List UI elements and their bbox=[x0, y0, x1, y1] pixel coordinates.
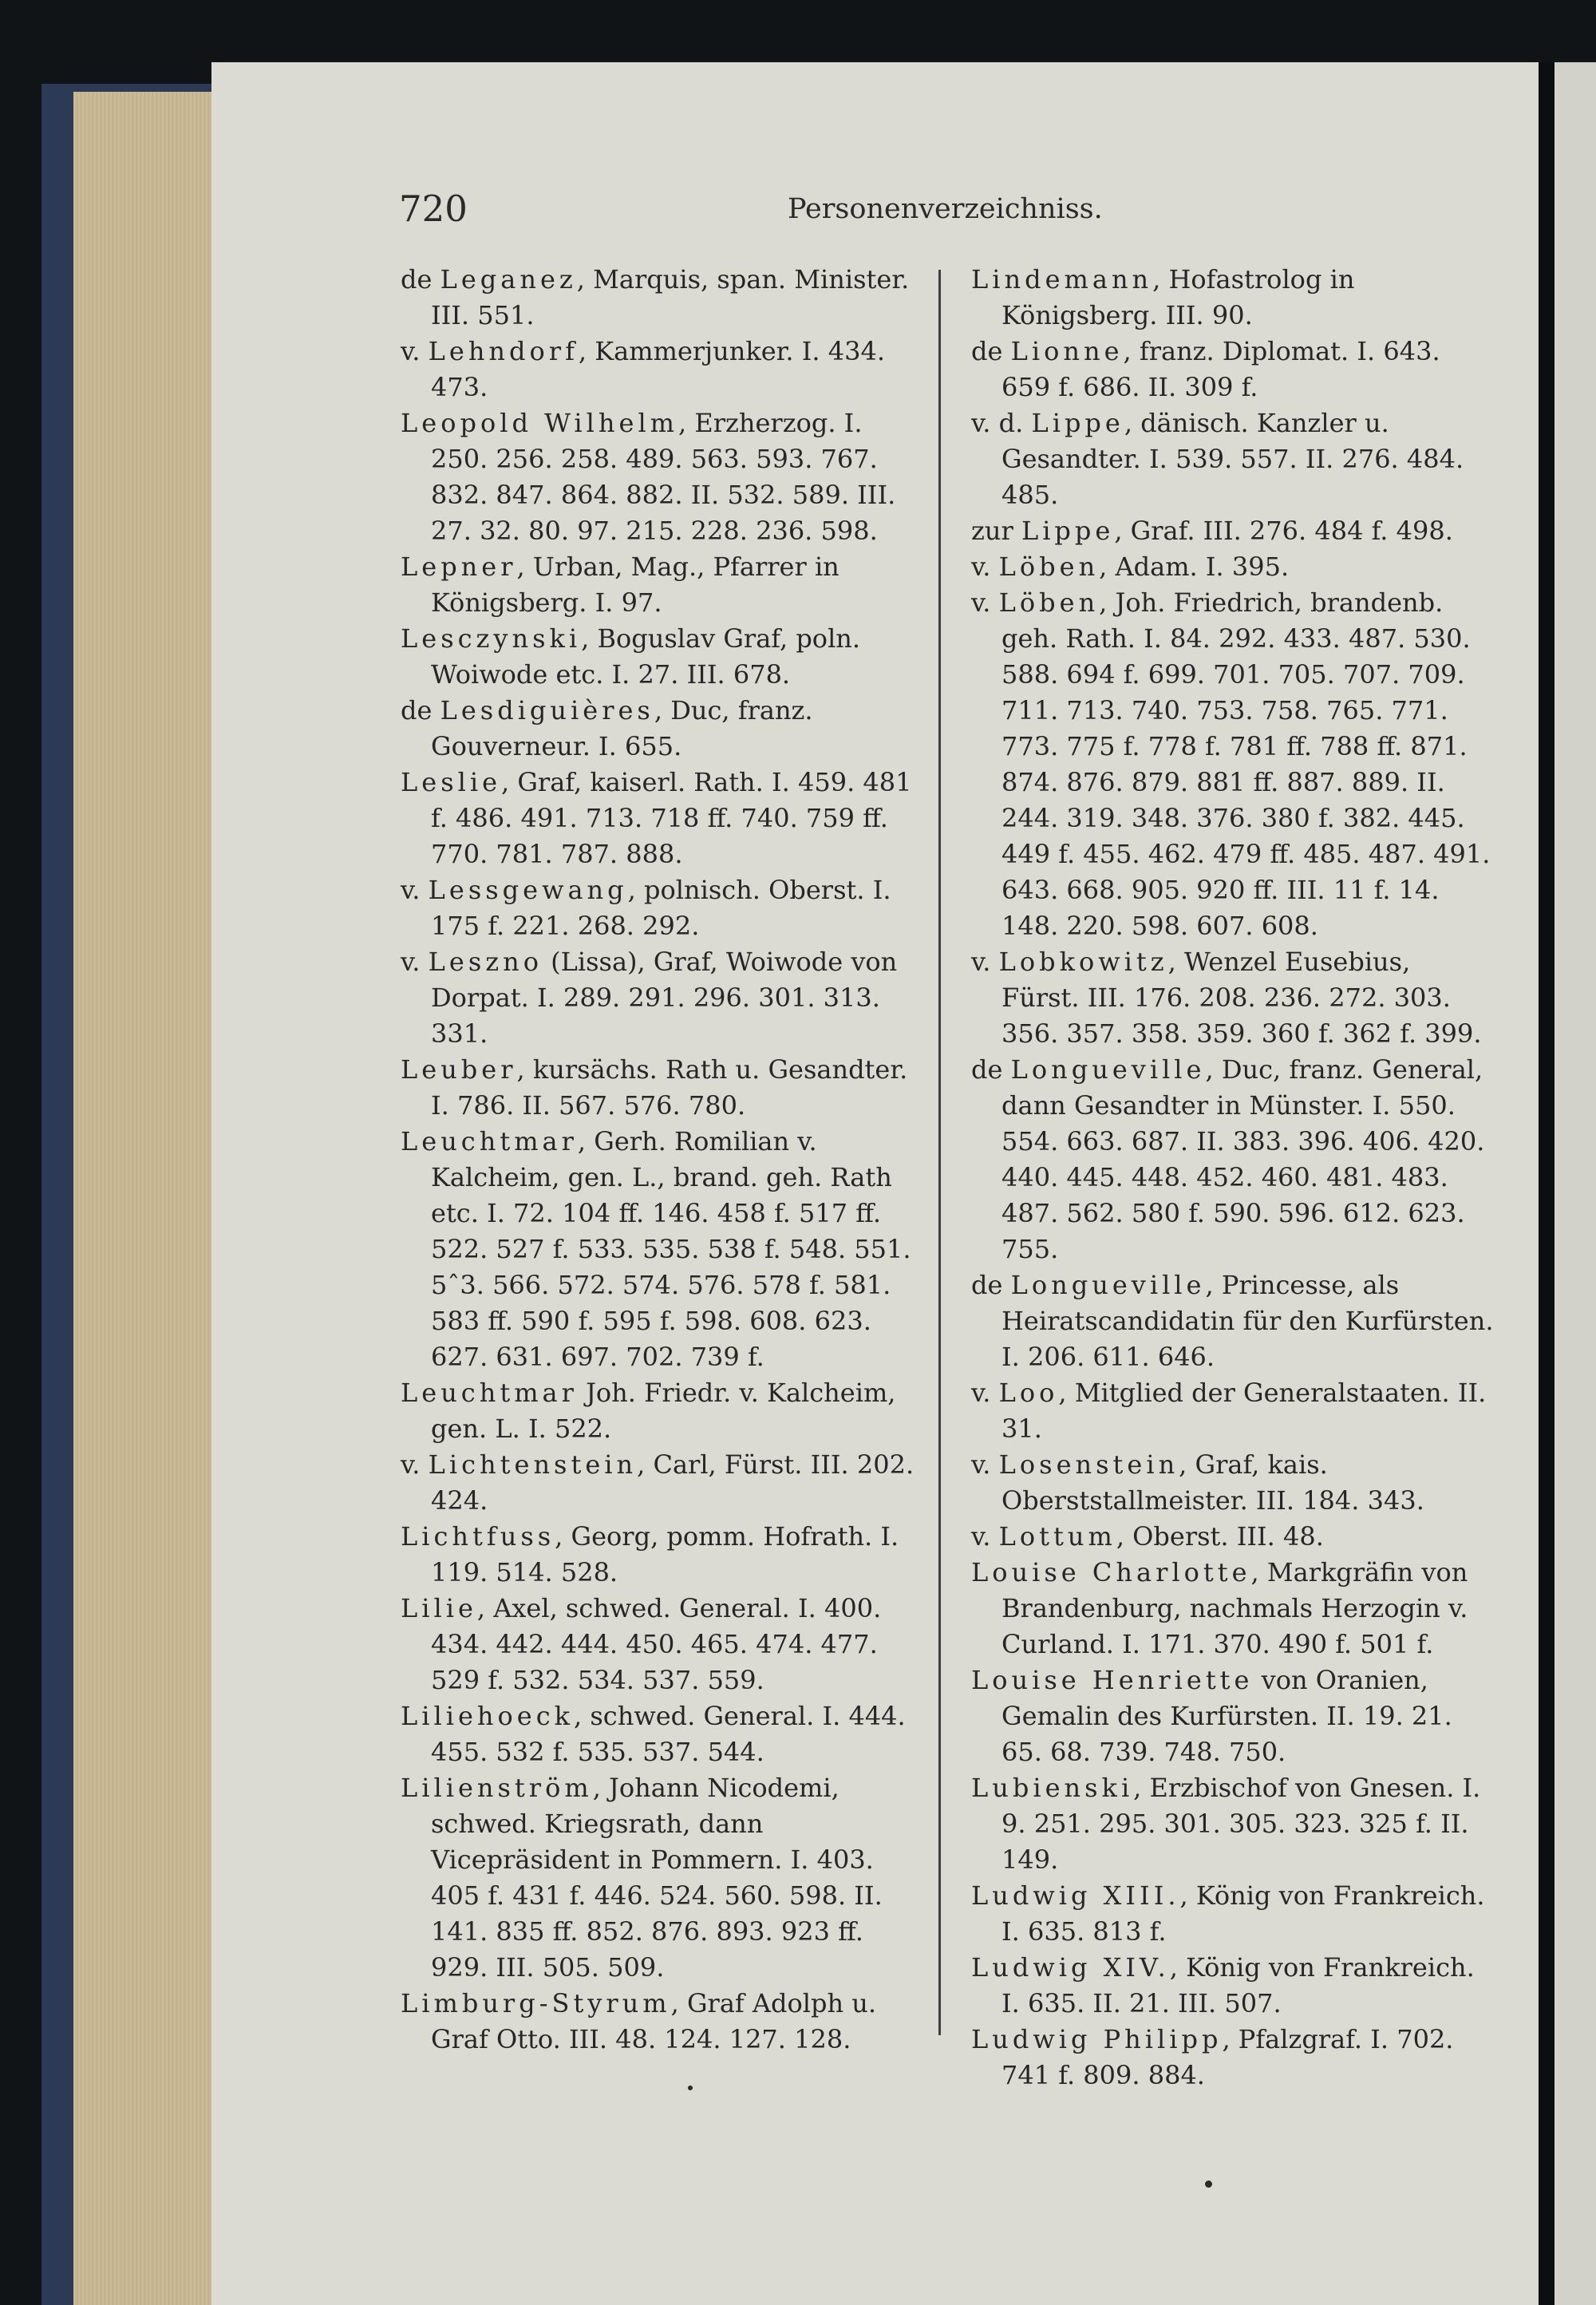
entry-prefix: v. bbox=[971, 587, 999, 618]
index-entry bbox=[401, 1447, 923, 1519]
entry-name: Leopold Wilhelm bbox=[401, 408, 679, 438]
index-entry bbox=[401, 1519, 923, 1591]
entry-prefix: v. bbox=[401, 1449, 429, 1480]
ink-speck bbox=[688, 2086, 693, 2090]
entry-prefix: v. bbox=[401, 875, 429, 905]
entry-text: von Oranien, Gemalin des Kurfürsten. II. 19. 21. 65. 68. 739. 748. 750. bbox=[1001, 1665, 1452, 1767]
entry-text: , Joh. Friedrich, brandenb. geh. Rath. I. 84. 292. 433. 487. 530. 588. 694 f. 699. 701. 705. 707. 709. 711. 713. 740. 753. 758. 765. 771. 773. 775 f. 778 f. 781 ff. 788 ff. 871. 874. 876. 879. 881 ff. 887. 889. II. 244. 319. 348. 376. 380 f. 382. 445. 449 f. 455. 462. 479 ff. 485. 487. 491. 643. 668. 905. 920 ff. III. 11 f. 14. 148. 220. 598. 607. 608. bbox=[1001, 587, 1491, 941]
entry-prefix: de bbox=[401, 695, 440, 726]
entry-prefix: de bbox=[971, 1270, 1011, 1300]
entry-name: Lilienström bbox=[401, 1773, 593, 1803]
entry-name: Louise Charlotte bbox=[971, 1557, 1251, 1587]
facing-page-edge bbox=[1555, 62, 1596, 2305]
entry-text: , schwed. General. I. 444. 455. 532 f. 535. 537. 544. bbox=[431, 1701, 906, 1767]
index-entry bbox=[971, 1555, 1494, 1663]
index-entry bbox=[401, 1375, 923, 1447]
entry-prefix: v. bbox=[971, 1449, 999, 1480]
index-entry bbox=[971, 1663, 1494, 1770]
index-entry bbox=[401, 1770, 923, 1986]
entry-name: Ludwig XIV. bbox=[971, 1952, 1170, 1983]
entry-name: Lottum bbox=[998, 1521, 1116, 1552]
entry-name: Limburg-Styrum bbox=[401, 1988, 671, 2018]
entry-name: Lehndorf bbox=[428, 336, 579, 366]
entry-prefix: v. bbox=[401, 947, 429, 977]
entry-prefix: v. bbox=[971, 1521, 999, 1552]
entry-name: Lesdiguières bbox=[440, 695, 654, 726]
index-entry bbox=[971, 1770, 1494, 1878]
entry-name: Lionne bbox=[1010, 336, 1124, 366]
index-entry bbox=[971, 262, 1494, 334]
entry-text: , Axel, schwed. General. I. 400. 434. 442. 444. 450. 465. 474. 477. 529 f. 532. 534. 537. 559. bbox=[431, 1593, 882, 1695]
entry-text: , Kammerjunker. I. 434. 473. bbox=[431, 336, 885, 402]
entry-text: , Markgräfin von Brandenburg, nachmals Herzogin v. Curland. I. 171. 370. 490 f. 501 f. bbox=[1001, 1557, 1468, 1659]
entry-prefix: de bbox=[401, 264, 440, 295]
entry-text: Joh. Friedr. v. Kalcheim, gen. L. I. 522. bbox=[431, 1378, 896, 1444]
entry-text: (Lissa), Graf, Woiwode von Dorpat. I. 289. 291. 296. 301. 313. 331. bbox=[431, 947, 898, 1049]
entry-name: Longueville bbox=[1010, 1054, 1206, 1085]
entry-text: , dänisch. Kanzler u. Gesandter. I. 539. 557. II. 276. 484. 485. bbox=[1001, 408, 1464, 510]
entry-text: , Johann Nicodemi, schwed. Kriegsrath, dann Vicepräsident in Pommern. I. 403. 405 f. 431 f. 446. 524. 560. 598. II. 141. 835 ff. 852. 876. 893. 923 ff. 929. III. 505. 509. bbox=[431, 1773, 883, 1983]
index-entry bbox=[401, 262, 923, 334]
index-entry bbox=[401, 1986, 923, 2058]
entry-name: Ludwig Philipp bbox=[971, 2024, 1223, 2054]
index-entry bbox=[971, 1878, 1494, 1950]
entry-text: , Gerh. Romilian v. Kalcheim, gen. L., brand. geh. Rath etc. I. 72. 104 ff. 146. 458 f. 517 ff. 522. 527 f. 533. 535. 538 f. 548. 551. 5ˆ3. 566. 572. 574. 576. 578 f. 581. 583 ff. 590 f. 595 f. 598. 608. 623. 627. 631. 697. 702. 739 f. bbox=[431, 1126, 911, 1372]
index-entry bbox=[401, 405, 923, 549]
page-number: 720 bbox=[399, 188, 468, 230]
entry-text: , Pfalzgraf. I. 702. 741 f. 809. 884. bbox=[1001, 2024, 1454, 2090]
entry-prefix: zur bbox=[971, 516, 1021, 546]
entry-name: Liliehoeck bbox=[401, 1701, 575, 1731]
entry-name: Leuchtmar bbox=[401, 1378, 578, 1408]
entry-text: , Graf. III. 276. 484 f. 498. bbox=[1114, 516, 1453, 546]
entry-prefix: de bbox=[971, 336, 1011, 366]
index-column-left bbox=[401, 262, 923, 2058]
entry-text: , Erzbischof von Gnesen. I. 9. 251. 295. 301. 305. 323. 325 f. II. 149. bbox=[1001, 1773, 1481, 1875]
entry-text: , Duc, franz. Gouverneur. I. 655. bbox=[431, 695, 813, 761]
entry-name: Ludwig XIII. bbox=[971, 1880, 1180, 1911]
entry-text: , Boguslav Graf, poln. Woiwode etc. I. 27. III. 678. bbox=[431, 623, 861, 690]
index-entry bbox=[971, 1375, 1494, 1447]
index-column-right bbox=[971, 262, 1494, 2093]
entry-name: Losenstein bbox=[998, 1449, 1179, 1480]
index-entry bbox=[401, 549, 923, 621]
entry-text: , polnisch. Oberst. I. 175 f. 221. 268. 292. bbox=[431, 875, 891, 941]
entry-text: , franz. Diplomat. I. 643. 659 f. 686. II. 309 f. bbox=[1001, 336, 1440, 402]
index-entry bbox=[401, 1124, 923, 1375]
entry-name: Leuchtmar bbox=[401, 1126, 578, 1156]
entry-name: Leslie bbox=[401, 767, 502, 797]
page-edges bbox=[73, 92, 233, 2305]
index-entry bbox=[401, 872, 923, 944]
index-entry bbox=[401, 765, 923, 872]
index-entry bbox=[971, 1052, 1494, 1267]
index-entry bbox=[401, 1052, 923, 1124]
index-entry bbox=[401, 693, 923, 765]
entry-text: , Carl, Fürst. III. 202. 424. bbox=[431, 1449, 915, 1516]
entry-text: , Adam. I. 395. bbox=[1099, 552, 1290, 582]
index-entry bbox=[971, 513, 1494, 549]
entry-name: Lilie bbox=[401, 1593, 477, 1623]
index-entry bbox=[971, 1950, 1494, 2022]
entry-text: , Urban, Mag., Pfarrer in Königsberg. I. 97. bbox=[431, 552, 839, 618]
entry-text: , Georg, pomm. Hofrath. I. 119. 514. 528. bbox=[431, 1521, 899, 1587]
entry-prefix: v. bbox=[971, 947, 999, 977]
entry-name: Lobkowitz bbox=[998, 947, 1168, 977]
entry-name: Lippe bbox=[1031, 408, 1124, 438]
entry-text: , Graf, kais. Oberststallmeister. III. 184. 343. bbox=[1001, 1449, 1424, 1516]
index-entry bbox=[971, 405, 1494, 513]
entry-name: Louise Henriette bbox=[971, 1665, 1254, 1695]
entry-name: Lubienski bbox=[971, 1773, 1134, 1803]
index-entry bbox=[401, 1591, 923, 1698]
entry-text: , Duc, franz. General, dann Gesandter in Münster. I. 550. 554. 663. 687. II. 383. 396. 406. 420. 440. 445. 448. 452. 460. 481. 483. 487. 562. 580 f. 590. 596. 612. 623. 755. bbox=[1001, 1054, 1485, 1264]
entry-name: Lessgewang bbox=[428, 875, 628, 905]
entry-name: Leszno bbox=[428, 947, 543, 977]
entry-name: Lippe bbox=[1021, 516, 1115, 546]
entry-text: , Oberst. III. 48. bbox=[1116, 1521, 1324, 1552]
index-entry bbox=[971, 585, 1494, 944]
index-entry bbox=[971, 2022, 1494, 2093]
index-entry bbox=[971, 1447, 1494, 1519]
entry-name: Lichtenstein bbox=[428, 1449, 638, 1480]
entry-prefix: v. bbox=[971, 1378, 999, 1408]
entry-name: Lepner bbox=[401, 552, 517, 582]
entry-text: , Erzherzog. I. 250. 256. 258. 489. 563. 593. 767. 832. 847. 864. 882. II. 532. 589. III. 27. 32. 80. 97. 215. 228. 236. 598. bbox=[431, 408, 896, 546]
entry-prefix: v. d. bbox=[971, 408, 1032, 438]
index-entry bbox=[401, 944, 923, 1052]
entry-text: , König von Frankreich. I. 635. II. 21. III. 507. bbox=[1001, 1952, 1475, 2018]
entry-text: , Graf Adolph u. Graf Otto. III. 48. 124. 127. 128. bbox=[431, 1988, 877, 2054]
entry-text: , Wenzel Eusebius, Fürst. III. 176. 208. 236. 272. 303. 356. 357. 358. 359. 360 f. 362 f. 399. bbox=[1001, 947, 1482, 1049]
entry-text: , Princesse, als Heiratscandidatin für den Kurfürsten. I. 206. 611. 646. bbox=[1001, 1270, 1494, 1372]
entry-prefix: v. bbox=[401, 336, 429, 366]
running-header: Personenverzeichniss. bbox=[788, 193, 1103, 225]
ink-speck bbox=[1205, 2180, 1212, 2188]
entry-text: , Graf, kaiserl. Rath. I. 459. 481 f. 486. 491. 713. 718 ff. 740. 759 ff. 770. 781. 787. 888. bbox=[431, 767, 912, 869]
index-entry bbox=[401, 1698, 923, 1770]
entry-name: Leuber bbox=[401, 1054, 517, 1085]
entry-name: Longueville bbox=[1010, 1270, 1206, 1300]
entry-text: , kursächs. Rath u. Gesandter. I. 786. II. 567. 576. 780. bbox=[431, 1054, 908, 1121]
index-entry bbox=[971, 944, 1494, 1052]
entry-name: Lichtfuss bbox=[401, 1521, 555, 1552]
entry-name: Loo bbox=[998, 1378, 1059, 1408]
entry-text: , Mitglied der Generalstaaten. II. 31. bbox=[1001, 1378, 1487, 1444]
index-entry bbox=[971, 1267, 1494, 1375]
entry-prefix: de bbox=[971, 1054, 1011, 1085]
entry-text: , Marquis, span. Minister. III. 551. bbox=[431, 264, 910, 330]
index-entry bbox=[971, 549, 1494, 585]
entry-name: Löben bbox=[998, 552, 1100, 582]
entry-prefix: v. bbox=[971, 552, 999, 582]
column-divider bbox=[938, 270, 941, 2035]
entry-name: Löben bbox=[998, 587, 1100, 618]
index-entry bbox=[971, 1519, 1494, 1555]
index-entry bbox=[971, 334, 1494, 405]
entry-name: Leganez bbox=[440, 264, 577, 295]
index-entry bbox=[401, 334, 923, 405]
entry-name: Lesczynski bbox=[401, 623, 582, 654]
entry-text: , Hofastrolog in Königsberg. III. 90. bbox=[1001, 264, 1355, 330]
entry-name: Lindemann bbox=[971, 264, 1153, 295]
entry-text: , König von Frankreich. I. 635. 813 f. bbox=[1001, 1880, 1485, 1947]
index-entry bbox=[401, 621, 923, 693]
